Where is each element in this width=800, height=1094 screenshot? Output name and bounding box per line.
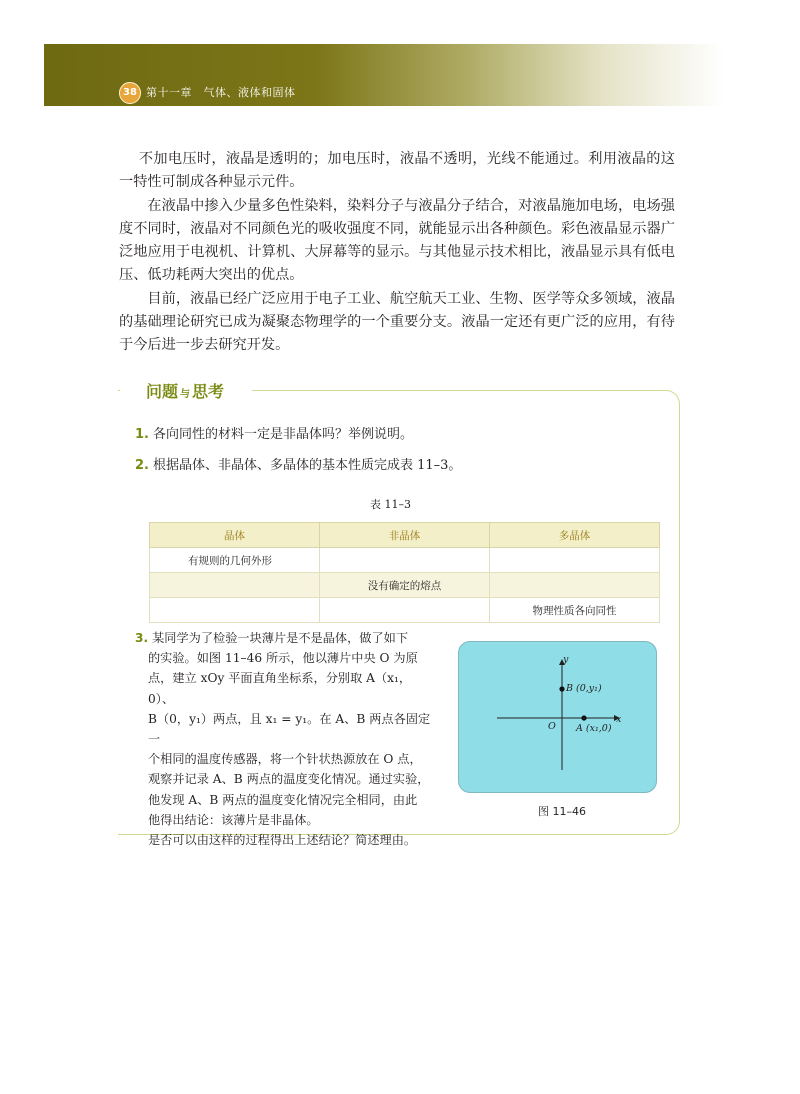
table-row: [150, 598, 660, 623]
table-cell: [490, 548, 660, 573]
point-b-label: B (0,y₁): [566, 683, 602, 694]
table-caption: 表 11–3: [370, 498, 411, 511]
table-row: [150, 573, 660, 598]
question-2: 2. 根据晶体、非晶体、多晶体的基本性质完成表 11–3。: [135, 458, 462, 473]
table-cell: 有规则的几何外形: [150, 548, 320, 573]
body-text: [119, 148, 675, 358]
section-title: 问题 与 思考: [146, 382, 225, 401]
table-header: 晶体: [150, 523, 320, 548]
table-cell: 物理性质各向同性: [490, 598, 660, 623]
page-number: 38: [119, 82, 141, 104]
table-cell: [150, 573, 320, 598]
table-header: 非晶体: [320, 523, 490, 548]
paragraph: 目前，液晶已经广泛应用于电子工业、航空航天工业、生物、医学等众多领域，液晶的基础理论研究已成为凝聚态物理学的一个重要分支。液晶一定还有更广泛的应用，有待于今后进一步去研究开发。: [119, 290, 675, 354]
x-axis-label: x: [616, 714, 622, 725]
question-1: 1. 各向同性的材料一定是非晶体吗？举例说明。: [135, 427, 413, 442]
coordinate-figure: [458, 641, 657, 793]
table-cell: [320, 598, 490, 623]
chapter-title: 第十一章 气体、液体和固体: [146, 86, 296, 99]
table-cell: [320, 548, 490, 573]
table-cell: 没有确定的熔点: [320, 573, 490, 598]
point-a-label: A (x₁,0): [576, 723, 612, 734]
table-cell: [150, 598, 320, 623]
point-a-dot: [581, 715, 586, 720]
coordinate-axes: [459, 642, 655, 791]
point-b-dot: [559, 686, 564, 691]
properties-table: [149, 522, 660, 623]
paragraph: 不加电压时，液晶是透明的；加电压时，液晶不透明，光线不能通过。利用液晶的这一特性可制成各种显示元件。: [119, 151, 675, 191]
table-header: 多晶体: [490, 523, 660, 548]
table-header-row: [150, 523, 660, 548]
question-3: 3. 某同学为了检验一块薄片是不是晶体，做了如下 的实验。如图 11–46 所示，他以薄片中央 O 为原 点，建立 xOy 平面直角坐标系，分别取 A（x₁，0）、 B（0，y₁）两点，且 x₁ = y₁。在 A、B 两点各固定一 个相同的温度传感器，将一个针状热源放在 O 点， 观察并记录 A、B 两点的温度变化情况。通过实验， 他发现 A、B 两点的温度变化情况完全相同，由此 他得出结论：该薄片是非晶体。 是否可以由这样的过程得出上述结论？简述理由。: [135, 631, 431, 848]
figure-caption: 图 11–46: [538, 805, 586, 818]
paragraph: 在液晶中掺入少量多色性染料，染料分子与液晶分子结合，对液晶施加电场，电场强度不同时，液晶对不同颜色光的吸收强度不同，就能显示出各种颜色。彩色液晶显示器广泛地应用于电视机、计算机、大屏幕等的显示。与其他显示技术相比，液晶显示具有低电压、低功耗两大突出的优点。: [119, 197, 675, 284]
table-row: [150, 548, 660, 573]
origin-label: O: [548, 721, 556, 732]
y-axis-label: y: [563, 654, 569, 665]
table-cell: [490, 573, 660, 598]
